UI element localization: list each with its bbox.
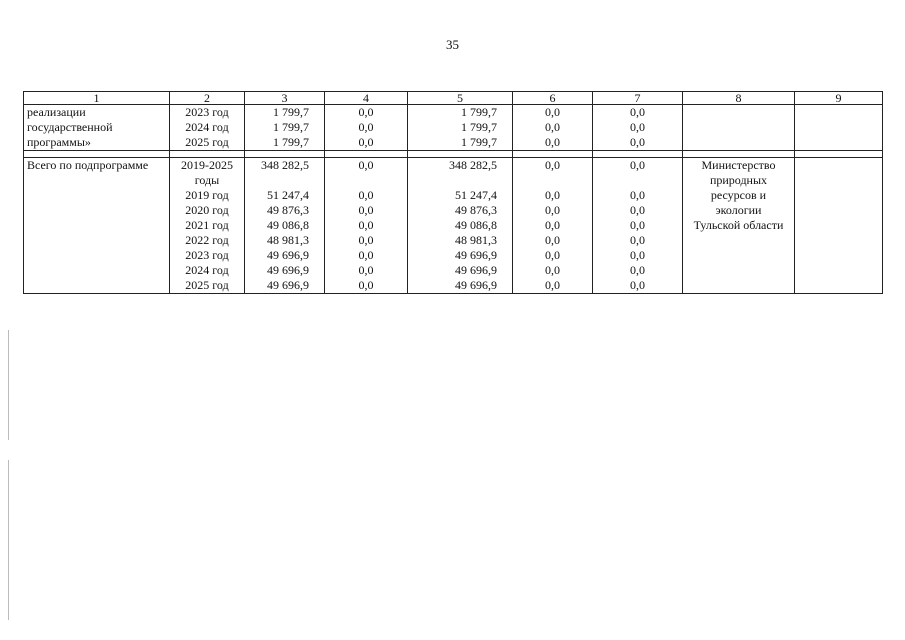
- col6-cell-line: 0,0: [545, 203, 560, 217]
- col3-cell: [245, 158, 325, 294]
- col6-cell: [513, 105, 593, 151]
- col5-cell-line: 48 981,3: [455, 233, 497, 247]
- page-number: 35: [446, 37, 459, 52]
- period-cell-line: 2023 год: [185, 248, 229, 262]
- col3-cell-line: 49 086,8: [267, 218, 309, 232]
- col3-cell-line: 51 247,4: [267, 188, 309, 202]
- column-header: 7: [593, 92, 683, 105]
- col4-cell-line: 0,0: [358, 278, 374, 292]
- col4-cell-line: [328, 173, 404, 188]
- executor-cell-line: Министерство: [701, 158, 776, 172]
- period-cell-line: 2023 год: [185, 105, 229, 119]
- col6-cell-line: [516, 173, 589, 188]
- col5-cell-line: 49 696,9: [455, 248, 497, 262]
- col3-cell-line: [248, 173, 321, 188]
- col3-cell-line: 49 696,9: [267, 263, 309, 277]
- section-name-cell-line: государственной: [27, 120, 113, 134]
- col6-cell-line: 0,0: [545, 233, 560, 247]
- col6-cell-line: 0,0: [545, 248, 560, 262]
- col9-cell: [795, 158, 883, 294]
- col7-cell: [593, 158, 683, 294]
- col5-cell-line: 1 799,7: [461, 120, 497, 134]
- gap-cell: [325, 151, 408, 158]
- col4-cell-line: 0,0: [358, 158, 374, 172]
- col5-cell-line: 348 282,5: [449, 158, 497, 172]
- executor-cell-line: Тульской области: [693, 218, 784, 232]
- col5-cell-line: 1 799,7: [461, 105, 497, 119]
- column-header: 2: [170, 92, 245, 105]
- gap-cell: [513, 151, 593, 158]
- col6-cell-line: 0,0: [545, 278, 560, 292]
- gap-cell: [593, 151, 683, 158]
- column-header: 6: [513, 92, 593, 105]
- col5-cell-line: 49 696,9: [455, 278, 497, 292]
- table-section-row: [24, 105, 883, 151]
- col4-cell-line: 0,0: [358, 233, 374, 247]
- section-name-cell-line: реализации: [27, 105, 86, 119]
- col7-cell-line: 0,0: [630, 263, 645, 277]
- period-cell-line: 2025 год: [185, 135, 229, 149]
- section-gap: [24, 151, 883, 158]
- col5-cell-line: 49 086,8: [455, 218, 497, 232]
- col7-cell-line: 0,0: [630, 135, 645, 149]
- col5-cell-line: [411, 173, 509, 188]
- col5-cell: [408, 158, 513, 294]
- column-header: 8: [683, 92, 795, 105]
- col3-cell: [245, 105, 325, 151]
- col3-cell-line: 1 799,7: [273, 105, 309, 119]
- column-header: 5: [408, 92, 513, 105]
- executor-cell: [683, 105, 795, 151]
- period-cell: [170, 158, 245, 294]
- col4-cell-line: 0,0: [358, 120, 374, 134]
- executor-cell-line: ресурсов и: [710, 188, 767, 202]
- col7-cell-line: 0,0: [630, 278, 645, 292]
- col4-cell-line: 0,0: [358, 135, 374, 149]
- col4-cell-line: 0,0: [358, 263, 374, 277]
- period-cell-line: 2025 год: [185, 278, 229, 292]
- col7-cell-line: [596, 173, 679, 188]
- col6-cell-line: 0,0: [545, 263, 560, 277]
- col3-cell-line: 49 696,9: [267, 278, 309, 292]
- col4-cell: [325, 105, 408, 151]
- col7-cell-line: 0,0: [630, 233, 645, 247]
- executor-cell-line: природных: [709, 173, 768, 187]
- col6-cell-line: 0,0: [545, 120, 560, 134]
- col7-cell-line: 0,0: [630, 158, 645, 172]
- scan-margin-line: [8, 330, 9, 440]
- col4-cell-line: 0,0: [358, 248, 374, 262]
- period-cell-line: 2019 год: [185, 188, 229, 202]
- col6-cell-line: 0,0: [545, 218, 560, 232]
- gap-cell: [683, 151, 795, 158]
- funding-table-wrap: [23, 91, 882, 294]
- col7-cell-line: 0,0: [630, 248, 645, 262]
- col5-cell-line: 49 696,9: [455, 263, 497, 277]
- section-name-cell: [24, 105, 170, 151]
- period-cell-line: 2024 год: [185, 263, 229, 277]
- executor-cell-line: экологии: [715, 203, 762, 217]
- column-header: 1: [24, 92, 170, 105]
- col3-cell-line: 348 282,5: [261, 158, 309, 172]
- col3-cell-line: 49 876,3: [267, 203, 309, 217]
- period-cell-line: 2021 год: [185, 218, 229, 232]
- period-cell-line: 2022 год: [185, 233, 229, 247]
- section-name-cell-line: программы»: [27, 135, 91, 149]
- col6-cell: [513, 158, 593, 294]
- col3-cell-line: 1 799,7: [273, 120, 309, 134]
- col4-cell-line: 0,0: [358, 105, 374, 119]
- column-number-row: [24, 92, 883, 105]
- section-name-cell-line: Всего по подпрограмме: [27, 158, 149, 172]
- section-name-cell: [24, 158, 170, 294]
- funding-table: [23, 91, 883, 294]
- col7-cell-line: 0,0: [630, 203, 645, 217]
- gap-cell: [408, 151, 513, 158]
- gap-cell: [170, 151, 245, 158]
- gap-cell: [245, 151, 325, 158]
- executor-cell: [683, 158, 795, 294]
- col9-cell: [795, 105, 883, 151]
- col7-cell: [593, 105, 683, 151]
- period-cell-line: 2024 год: [185, 120, 229, 134]
- col5-cell-line: 1 799,7: [461, 135, 497, 149]
- col5-cell-line: 49 876,3: [455, 203, 497, 217]
- col4-cell-line: 0,0: [358, 188, 374, 202]
- scan-margin-line: [8, 460, 9, 620]
- gap-cell: [795, 151, 883, 158]
- col6-cell-line: 0,0: [545, 158, 560, 172]
- col6-cell-line: 0,0: [545, 135, 560, 149]
- col4-cell-line: 0,0: [358, 203, 374, 217]
- col7-cell-line: 0,0: [630, 188, 645, 202]
- column-header: 4: [325, 92, 408, 105]
- col3-cell-line: 48 981,3: [267, 233, 309, 247]
- table-section-row: [24, 158, 883, 294]
- col7-cell-line: 0,0: [630, 120, 645, 134]
- col7-cell-line: 0,0: [630, 105, 645, 119]
- col5-cell: [408, 105, 513, 151]
- col3-cell-line: 1 799,7: [273, 135, 309, 149]
- column-header: 3: [245, 92, 325, 105]
- gap-cell: [24, 151, 170, 158]
- period-cell-line: годы: [194, 173, 220, 187]
- period-cell: [170, 105, 245, 151]
- col6-cell-line: 0,0: [545, 105, 560, 119]
- col5-cell-line: 51 247,4: [455, 188, 497, 202]
- period-cell-line: 2020 год: [185, 203, 229, 217]
- col7-cell-line: 0,0: [630, 218, 645, 232]
- col3-cell-line: 49 696,9: [267, 248, 309, 262]
- col4-cell: [325, 158, 408, 294]
- col6-cell-line: 0,0: [545, 188, 560, 202]
- col4-cell-line: 0,0: [358, 218, 374, 232]
- period-cell-line: 2019-2025: [181, 158, 233, 172]
- column-header: 9: [795, 92, 883, 105]
